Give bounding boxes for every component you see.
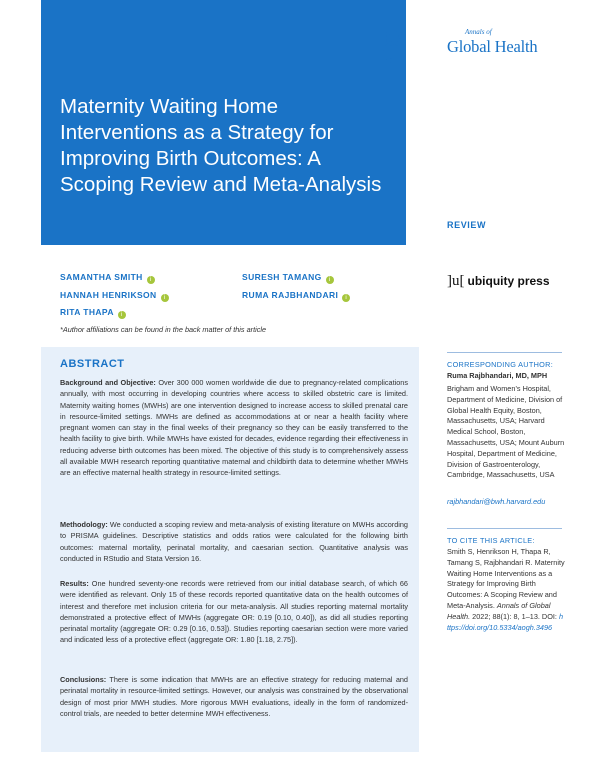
affiliation-note: *Author affiliations can be found in the back matter of this article	[60, 325, 267, 334]
corresponding-author-name: Ruma Rajbhandari, MD, MPH	[447, 371, 548, 380]
article-title: Maternity Waiting Home Interventions as a Strategy for Improving Birth Outcomes: A Scoping Review and Meta-Analysis	[60, 95, 382, 196]
corresponding-author-address: Brigham and Women’s Hospital, Department of Medicine, Division of Global Health Equity, Boston, Massachusetts, USA; Harvard Medical School, Boston, Massachusetts, USA; Mount Auburn Hospital, Department of Medicine, Division of Gastroenterology, Cambridge, Massachusetts, USA	[447, 384, 565, 480]
abstract-methodology: Methodology: We conducted a scoping review and meta-analysis of existing literature on MWHs according to PRISMA guidelines. Descriptive statistics and odds ratios were calculated for the following birth outcomes: maternal mortality, perinatal mortality, and caesarian section. Quantitative analysis was conducted in RStudio and Stata Version 16.	[60, 520, 408, 563]
open-access-icon	[382, 26, 406, 64]
corresponding-author-label: CORRESPONDING AUTHOR:	[447, 360, 554, 369]
journal-name: Global Health	[447, 37, 538, 56]
orcid-icon[interactable]: i	[326, 276, 334, 284]
author-item[interactable]: RITA THAPA i	[60, 307, 126, 319]
orcid-icon[interactable]: i	[147, 276, 155, 284]
author-item[interactable]: HANNAH HENRIKSON i	[60, 290, 169, 302]
abstract-background: Background and Objective: Over 300 000 women worldwide die due to pregnancy-related complications annually, with most occurring in developing countries where access to skilled obstetric care is limited. Maternity waiting homes (MWHs) are one intervention designed to increase access to skilled prenatal care in resource-limited settings. MWHs are defined as accommodations at or near a health facility where pregnant women can stay in the final weeks of their pregnancy so they can be easily transferred to the health facility to give birth. While MWHs have existed for decades, evidence regarding their effectiveness in reducing adverse birth outcomes has been mixed. The objective of this study is to comprehensively assess all available MWH research reporting quantitative maternal and childbirth data to determine whether MWHs are an effective maternal health strategy in resource-limited settings.	[60, 378, 408, 478]
author-item[interactable]: SURESH TAMANG i	[242, 272, 334, 284]
abstract-results: Results: One hundred seventy-one records were retrieved from our initial database search, of which 66 were identified as relevant. Only 15 of these records reported quantitative data on the health outcomes of interest and therefore met inclusion criteria for our meta-analysis. All studies reporting maternal mortality demonstrated a protective effect of MWHs (aggregate OR: 0.19 [0.10, 0.40]), as did all studies reporting perinatal mortality (aggregate OR: 0.29 [0.16, 0.53]). Studies reporting caesarian section were more varied and indicated less of a protective effect (aggregate OR: 1.80 [1.18, 2.75]).	[60, 579, 408, 645]
author-item[interactable]: SAMANTHA SMITH i	[60, 272, 155, 284]
journal-prefix: Annals of	[465, 28, 492, 36]
abstract-conclusions: Conclusions: There is some indication that MWHs are an effective strategy for reducing maternal and perinatal mortality in resource-limited settings. However, our analysis was constrained by the observational design of most prior MWH studies. More rigorous MWH evaluations, ideally in the form of randomized-control trials, are needed to better determine MWH effectiveness.	[60, 675, 408, 718]
orcid-icon[interactable]: i	[342, 294, 350, 302]
divider	[447, 528, 562, 529]
orcid-icon[interactable]: i	[118, 311, 126, 319]
publisher-name: ubiquity press	[467, 274, 550, 288]
orcid-icon[interactable]: i	[161, 294, 169, 302]
citation-doi-link[interactable]: https://doi.org/10.5334/aogh.3496	[447, 611, 564, 632]
article-type-label: REVIEW	[447, 220, 487, 230]
publisher-logo[interactable]	[447, 273, 550, 290]
citation-label: TO CITE THIS ARTICLE:	[447, 536, 535, 545]
journal-logo[interactable]	[447, 28, 567, 57]
corresponding-author-email[interactable]: rajbhandari@bwh.harvard.edu	[447, 497, 546, 506]
divider	[447, 352, 562, 353]
author-item[interactable]: RUMA RAJBHANDARI i	[242, 290, 350, 302]
citation-text: Smith S, Henrikson H, Thapa R, Tamang S, Rajbhandari R. Maternity Waiting Home Interventions as a Strategy for Improving Birth Outcomes: A Scoping Review and Meta-Analysis. Annals of Global Health. 2022; 88(1): 8, 1–13. DOI: https://doi.org/10.5334/aogh.3496	[447, 547, 565, 632]
publisher-mark: ]u[	[447, 273, 465, 289]
abstract-heading: ABSTRACT	[60, 358, 125, 370]
